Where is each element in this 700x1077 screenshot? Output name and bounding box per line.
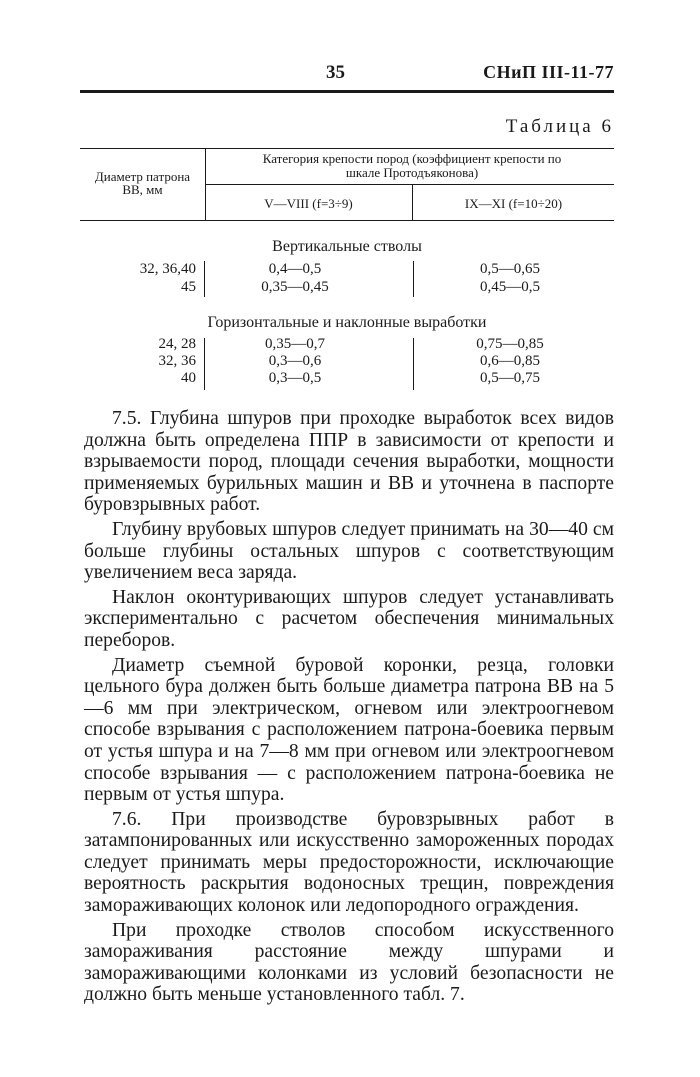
table-cell-diameter: 32, 36 bbox=[158, 353, 196, 369]
paragraph: Наклон оконтуривающих шпуров следует устанавливать экспериментально с расчетом обеспечения минимальных переборов. bbox=[84, 586, 614, 651]
subheader-v-viii: V—VIII (f=3÷9) bbox=[264, 196, 353, 211]
category-header-line2: шкале Протодъяконова) bbox=[345, 164, 479, 180]
paragraph: При проходке стволов способом искусственного замораживания расстояние между шпурами и замораживающими колонками из условий безопасности не должно быть меньше установленного табл. 7. bbox=[84, 919, 614, 1006]
table-cell-value: 0,75—0,85 bbox=[476, 336, 544, 352]
paragraph-7-6: 7.6. При производстве буровзрывных работ в затампонированных или искусственно замороженных породах следует принимать меры предосторожности, исключающие вероятность раскрытия водоносных трещин, повреждения замораживающих колонок или ледопородного ограждения. bbox=[84, 808, 614, 917]
body-text bbox=[84, 408, 614, 1009]
table-cell-value: 0,5—0,65 bbox=[480, 261, 540, 277]
table-cell-value: 0,3—0,5 bbox=[268, 370, 322, 386]
table-top-rule bbox=[80, 148, 614, 149]
page-header bbox=[80, 62, 614, 90]
category-header bbox=[210, 152, 614, 179]
table-cell-diameter: 45 bbox=[181, 279, 196, 295]
table-cell-value: 0,6—0,85 bbox=[480, 353, 540, 369]
paragraph: Глубину врубовых шпуров следует принимать на 30—40 см больше глубины остальных шпуров с соответствующим увеличением веса заряда. bbox=[84, 518, 614, 584]
table-cell-value: 0,5—0,75 bbox=[480, 370, 540, 386]
paragraph-7-5: 7.5. Глубина шпуров при проходке выработок всех видов должна быть определена ППР в зависимости от крепости и взрываемости пород, площади сечения выработки, мощности применяемых бурильных машин и ВВ и уточнена в паспорте буровзрывных работ. bbox=[84, 408, 614, 516]
table-cell-diameter: 32, 36,40 bbox=[139, 261, 196, 277]
section-title-vertical: Вертикальные стволы bbox=[272, 238, 422, 255]
diameter-header bbox=[80, 170, 205, 196]
row-divider-right bbox=[413, 261, 414, 297]
table-cell-value: 0,3—0,6 bbox=[268, 353, 322, 369]
diameter-header-line1: Диаметр патрона bbox=[94, 169, 191, 184]
table-label: Таблица 6 bbox=[505, 116, 614, 137]
row-divider-left bbox=[204, 261, 205, 297]
table-cell-value: 0,45—0,5 bbox=[480, 279, 540, 295]
page-number: 35 bbox=[326, 62, 345, 83]
header-rule bbox=[80, 90, 614, 93]
data-table bbox=[80, 148, 614, 388]
table-cell-diameter: 24, 28 bbox=[158, 336, 196, 352]
diameter-header-line2: ВВ, мм bbox=[122, 182, 163, 197]
row-divider-right bbox=[413, 338, 414, 390]
row-divider-left bbox=[204, 338, 205, 390]
table-cell-diameter: 40 bbox=[181, 370, 196, 386]
subheader-ix-xi: IX—XI (f=10÷20) bbox=[464, 196, 563, 211]
table-cell-value: 0,4—0,5 bbox=[268, 261, 322, 277]
table-cell-value: 0,35—0,7 bbox=[265, 336, 325, 352]
header-mid-rule bbox=[205, 184, 614, 185]
category-header-line1: Категория крепости пород (коэффициент крепости по bbox=[262, 151, 562, 166]
table-cell-value: 0,35—0,45 bbox=[261, 279, 329, 295]
header-bottom-rule bbox=[80, 220, 614, 221]
paragraph: Диаметр съемной буровой коронки, резца, головки цельного бура должен быть больше диаметра патрона ВВ на 5—6 мм при электрическом, огневом или электроогневом способе взрывания с расположением патрона-боевика первым от устья шпура и на 7—8 мм при огневом или электроогневом способе взрывания — с расположением патрона-боевика не первым от устья шпура. bbox=[84, 654, 614, 806]
section-title-horizontal: Горизонтальные и наклонные выработки bbox=[207, 314, 487, 331]
document-code: СНиП III-11-77 bbox=[483, 62, 614, 82]
